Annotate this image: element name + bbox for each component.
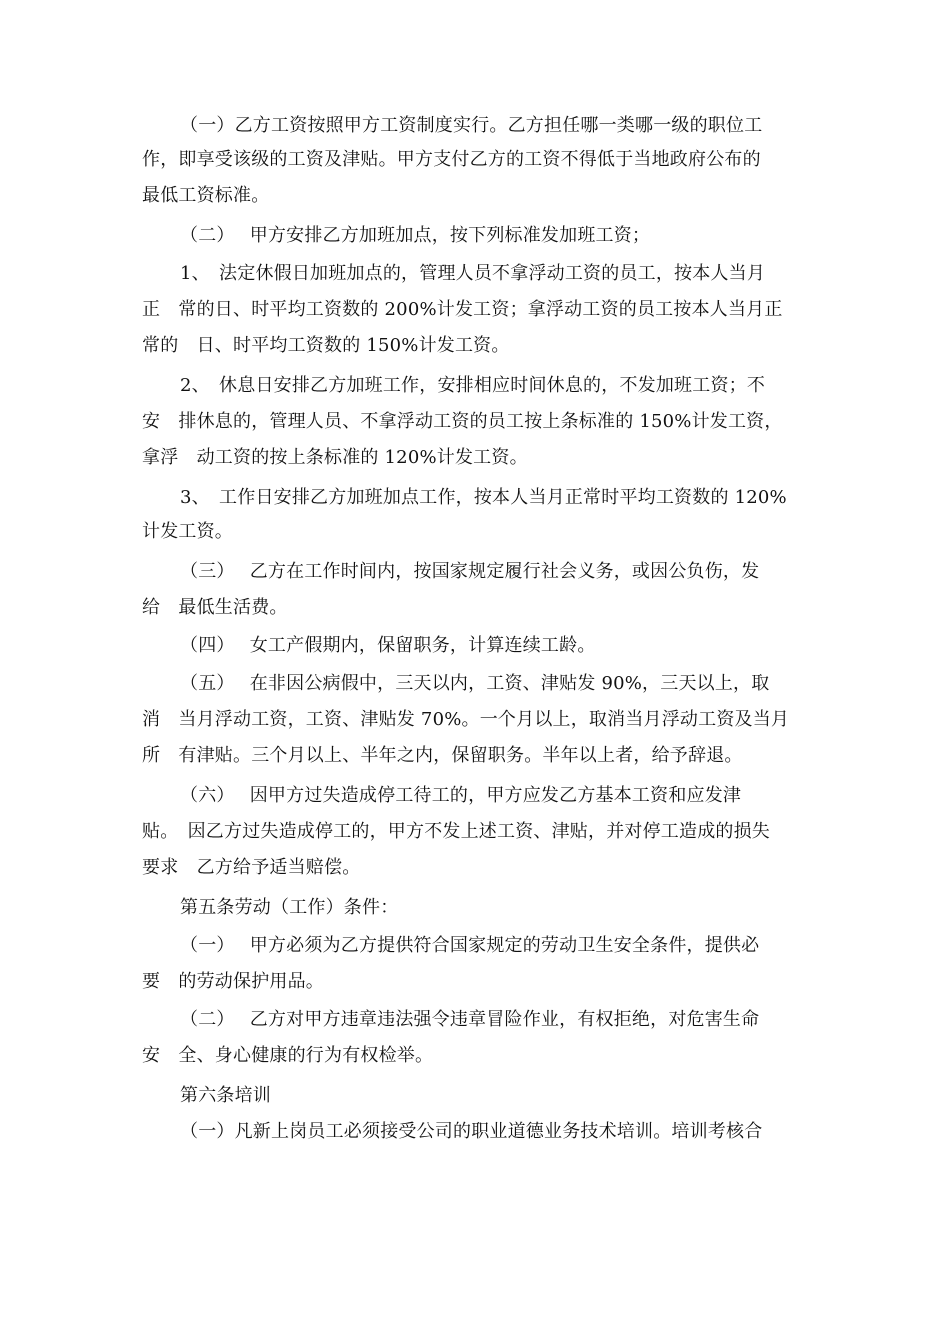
text-line-21: 要求 乙方给予适当赔偿。 [142, 857, 361, 878]
text-line-2: 作，即享受该级的工资及津贴。甲方支付乙方的工资不得低于当地政府公布的 [142, 149, 761, 170]
text-line-10: 拿浮 动工资的按上条标准的 120%计发工资。 [142, 447, 528, 468]
text-line-6: 正 常的日、时平均工资数的 200%计发工资；拿浮动工资的员工按本人当月正 [142, 299, 783, 320]
section-heading-article-6: 第六条培训 [180, 1085, 271, 1106]
text-line-16: （五） 在非因公病假中，三天以内，工资、津贴发 90%，三天以上，取 [180, 673, 770, 694]
text-line-3: 最低工资标准。 [142, 185, 270, 206]
text-line-13: （三） 乙方在工作时间内，按国家规定履行社会义务，或因公负伤，发 [180, 561, 760, 582]
text-line-19: （六） 因甲方过失造成停工待工的，甲方应发乙方基本工资和应发津 [180, 785, 742, 806]
text-line-25: （二） 乙方对甲方违章违法强令违章冒险作业，有权拒绝，对危害生命 [180, 1009, 760, 1030]
text-line-26: 安 全、身心健康的行为有权检举。 [142, 1045, 434, 1066]
text-line-12: 计发工资。 [142, 521, 233, 542]
text-line-9: 安 排休息的，管理人员、不拿浮动工资的员工按上条标准的 150%计发工资， [142, 411, 783, 432]
text-line-4: （二） 甲方安排乙方加班加点，按下列标准发加班工资； [180, 225, 651, 246]
text-line-1: （一）乙方工资按照甲方工资制度实行。乙方担任哪一类哪一级的职位工 [180, 115, 763, 136]
text-line-28: （一）凡新上岗员工必须接受公司的职业道德业务技术培训。培训考核合 [180, 1121, 763, 1142]
text-line-17: 消 当月浮动工资，工资、津贴发 70%。一个月以上，取消当月浮动工资及当月 [142, 709, 790, 730]
text-line-7: 常的 日、时平均工资数的 150%计发工资。 [142, 335, 510, 356]
text-line-11: 3、 工作日安排乙方加班加点工作，按本人当月正常时平均工资数的 120% [180, 487, 787, 508]
text-line-20: 贴。 因乙方过失造成停工的，甲方不发上述工资、津贴，并对停工造成的损失 [142, 821, 770, 842]
text-line-8: 2、 休息日安排乙方加班工作，安排相应时间休息的，不发加班工资；不 [180, 375, 766, 396]
text-line-15: （四） 女工产假期内，保留职务，计算连续工龄。 [180, 635, 596, 656]
section-heading-article-5: 第五条劳动（工作）条件： [180, 897, 399, 918]
text-line-24: 要 的劳动保护用品。 [142, 971, 324, 992]
text-line-23: （一） 甲方必须为乙方提供符合国家规定的劳动卫生安全条件，提供必 [180, 935, 760, 956]
text-line-5: 1、 法定休假日加班加点的，管理人员不拿浮动工资的员工，按本人当月 [180, 263, 766, 284]
text-line-18: 所 有津贴。三个月以上、半年之内，保留职务。半年以上者，给予辞退。 [142, 745, 743, 766]
text-line-14: 给 最低生活费。 [142, 597, 288, 618]
